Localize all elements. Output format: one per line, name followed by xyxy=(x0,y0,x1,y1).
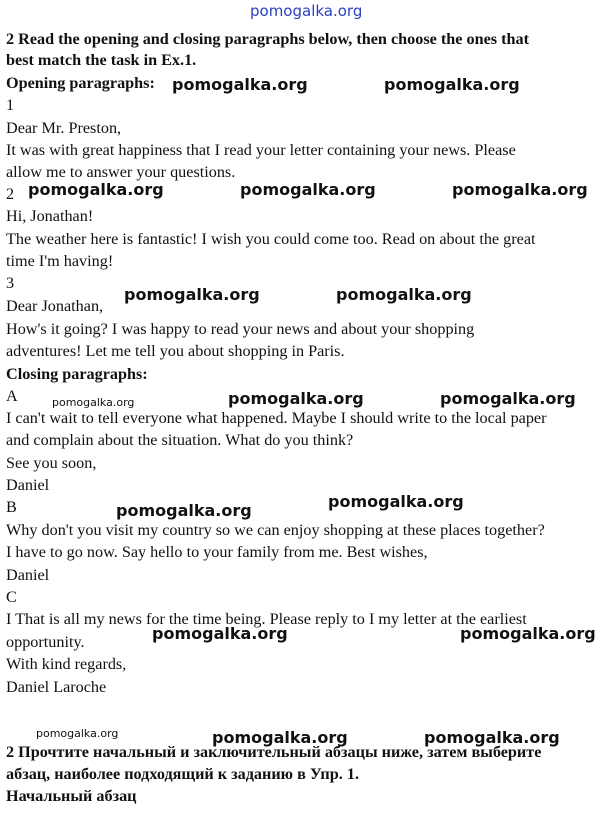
closing-c-line: opportunity. xyxy=(6,633,85,651)
opening-2-line: time I'm having! xyxy=(6,252,114,270)
task-title-line2: best match the task in Ex.1. xyxy=(6,51,197,69)
opening-1-number: 1 xyxy=(6,96,15,114)
watermark: pomogalka.org xyxy=(52,396,135,409)
watermark: pomogalka.org xyxy=(124,285,260,304)
opening-1-line: Dear Mr. Preston, xyxy=(6,119,122,137)
watermark-top: pomogalka.org xyxy=(250,2,363,20)
closing-a-line: Daniel xyxy=(6,476,50,494)
closing-c-letter: C xyxy=(6,588,17,606)
watermark: pomogalka.org xyxy=(328,492,464,511)
opening-1-line: allow me to answer your questions. xyxy=(6,163,236,181)
opening-3-line: Dear Jonathan, xyxy=(6,297,104,315)
opening-2-line: Hi, Jonathan! xyxy=(6,207,94,225)
task-title-line1: 2 Read the opening and closing paragraphs below, then choose the ones that xyxy=(6,30,530,48)
watermark: pomogalka.org xyxy=(460,624,596,643)
watermark: pomogalka.org xyxy=(212,728,348,747)
closing-b-line: Why don't you visit my country so we can enjoy shopping at these places together? xyxy=(6,521,545,539)
closing-a-line: See you soon, xyxy=(6,454,97,472)
closing-b-letter: B xyxy=(6,498,17,516)
closing-a-letter: A xyxy=(6,387,18,405)
watermark: pomogalka.org xyxy=(228,389,364,408)
ru-title-line1: 2 Прочтите начальный и заключительный абзацы ниже, затем выберите xyxy=(6,743,542,761)
closing-a-line: I can't wait to tell everyone what happened. Maybe I should write to the local paper xyxy=(6,409,547,427)
ru-title-line2: абзац, наиболее подходящий к заданию в Упр. 1. xyxy=(6,765,360,783)
watermark: pomogalka.org xyxy=(424,728,560,747)
closing-c-line: Daniel Laroche xyxy=(6,678,107,696)
closing-c-line: With kind regards, xyxy=(6,655,127,673)
watermark: pomogalka.org xyxy=(152,624,288,643)
watermark: pomogalka.org xyxy=(384,75,520,94)
watermark: pomogalka.org xyxy=(240,180,376,199)
ru-subheading: Начальный абзац xyxy=(6,787,137,805)
watermark: pomogalka.org xyxy=(440,389,576,408)
closing-heading: Closing paragraphs: xyxy=(6,365,148,383)
closing-c-line: I That is all my news for the time being. Please reply to I my letter at the earliest xyxy=(6,610,527,628)
closing-a-line: and complain about the situation. What do you think? xyxy=(6,431,354,449)
opening-3-line: adventures! Let me tell you about shopping in Paris. xyxy=(6,342,345,360)
opening-2-number: 2 xyxy=(6,185,15,203)
watermark: pomogalka.org xyxy=(36,727,119,740)
opening-1-line: It was with great happiness that I read your letter containing your news. Please xyxy=(6,141,516,159)
opening-3-number: 3 xyxy=(6,274,15,292)
opening-2-line: The weather here is fantastic! I wish you could come too. Read on about the great xyxy=(6,230,536,248)
watermark: pomogalka.org xyxy=(452,180,588,199)
opening-3-line: How's it going? I was happy to read your news and about your shopping xyxy=(6,320,475,338)
watermark: pomogalka.org xyxy=(116,501,252,520)
opening-heading: Opening paragraphs: xyxy=(6,74,155,92)
watermark: pomogalka.org xyxy=(336,285,472,304)
watermark: pomogalka.org xyxy=(172,75,308,94)
closing-b-line: Daniel xyxy=(6,566,50,584)
closing-b-line: I have to go now. Say hello to your family from me. Best wishes, xyxy=(6,543,428,561)
watermark: pomogalka.org xyxy=(28,180,164,199)
